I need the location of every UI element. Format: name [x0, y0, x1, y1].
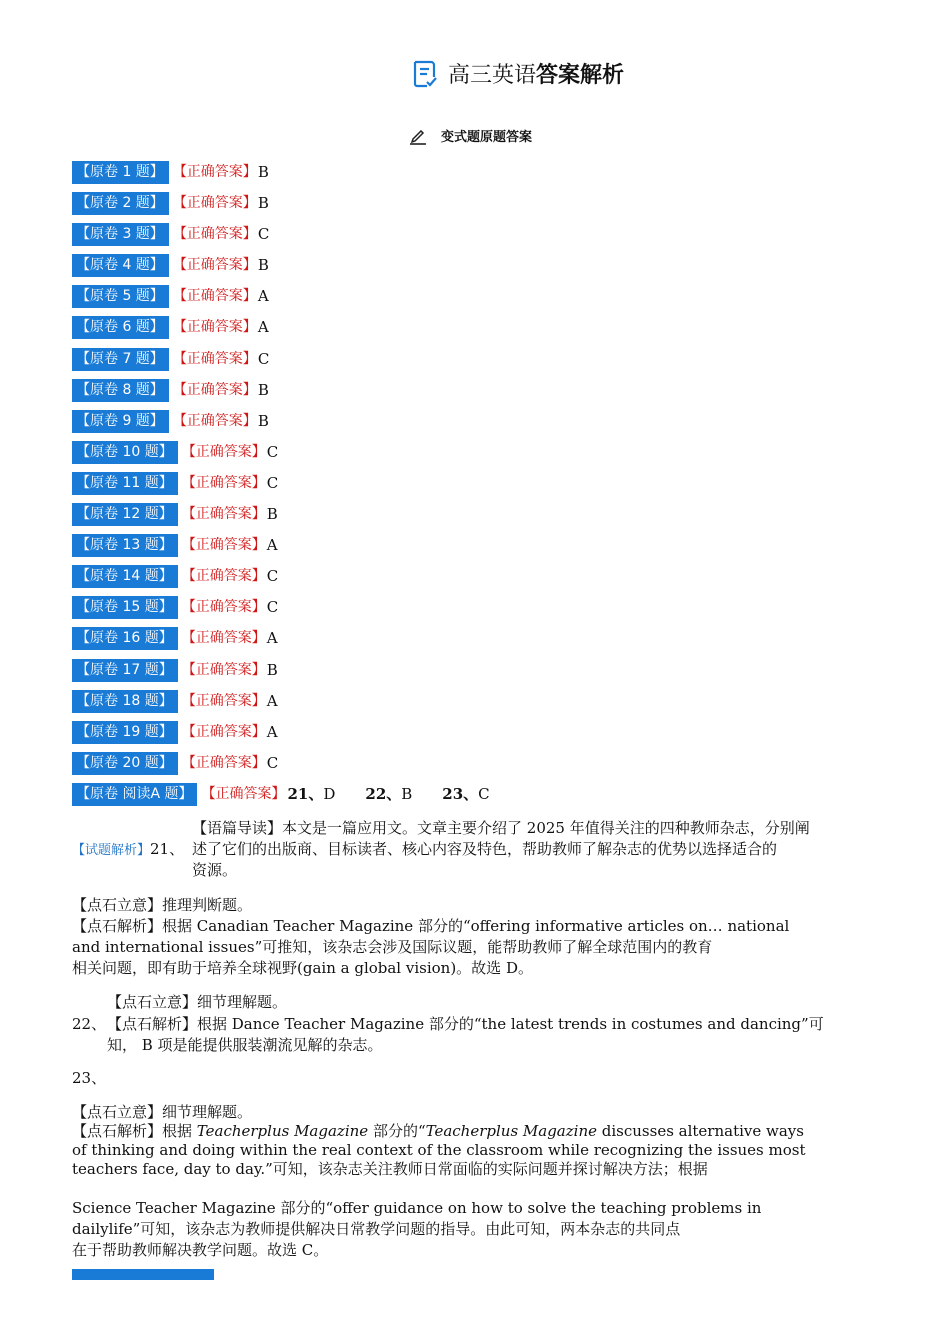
- guide-line: 述了它们的出版商、目标读者、核心内容及特色，帮助教师了解杂志的优势以选择适合的: [192, 840, 778, 858]
- question-tag: 【原卷 20 题】: [72, 752, 178, 775]
- question-tag: 【原卷 阅读A 题】: [72, 783, 197, 806]
- answer-row: [72, 161, 490, 184]
- q23-line: of thinking and doing within the real context of the classroom while recognizing the issues most: [72, 1141, 806, 1159]
- question-tag: 【原卷 1 题】: [72, 161, 169, 184]
- answer-label: 【正确答案】: [172, 226, 257, 243]
- answer-label: 【正确答案】: [181, 443, 266, 460]
- answer-value: A: [266, 691, 278, 710]
- answer-row: [72, 192, 490, 215]
- answer-label: 【正确答案】: [201, 785, 286, 802]
- answer-label: 【正确答案】: [181, 630, 266, 647]
- answer-value: C: [266, 442, 279, 461]
- answer-label: 【正确答案】: [181, 754, 266, 771]
- section-title: 变式题原题答案: [441, 130, 533, 145]
- passage-guide: [192, 818, 810, 881]
- answer-label: 【正确答案】: [172, 381, 257, 398]
- question-tag: 【原卷 10 题】: [72, 441, 178, 464]
- answer-label: 【正确答案】: [172, 195, 257, 212]
- answer-row: [72, 752, 490, 775]
- q22-line: 知， B 项是能提供服装潮流见解的杂志。: [107, 1036, 383, 1054]
- answer-row: [72, 441, 490, 464]
- answer-row: [72, 721, 490, 744]
- answer-label: 【正确答案】: [181, 568, 266, 585]
- bottom-bar: [72, 1269, 214, 1280]
- answer-value: B: [257, 256, 269, 275]
- question-tag: 【原卷 6 题】: [72, 316, 169, 339]
- answer-value: B: [257, 380, 269, 399]
- answer-row: [72, 379, 490, 402]
- answer-row: [72, 410, 490, 433]
- answer-label: 【正确答案】: [181, 723, 266, 740]
- answer-row: [72, 627, 490, 650]
- question-tag: 【原卷 7 题】: [72, 348, 169, 371]
- q22-number: 22、: [72, 1015, 107, 1033]
- answer-label: 【正确答案】: [181, 506, 266, 523]
- pen-icon: [408, 130, 428, 146]
- answer-value: C: [257, 225, 270, 244]
- answer-row: [72, 285, 490, 308]
- question-tag: 【原卷 4 题】: [72, 254, 169, 277]
- reading-answer: 21、D: [287, 784, 336, 803]
- q23-line: 【点石解析】根据 Teacherplus Magazine 部分的“Teacherplus Magazine discusses alternative ways: [72, 1122, 804, 1140]
- answer-label: 【正确答案】: [181, 537, 266, 554]
- q23-block: [72, 1103, 806, 1179]
- answer-value: B: [257, 411, 269, 430]
- answer-row: [72, 690, 490, 713]
- analysis-label: 【试题解析】: [72, 843, 151, 858]
- answer-label: 【正确答案】: [172, 350, 257, 367]
- answer-label: 【正确答案】: [181, 474, 266, 491]
- answer-row: [72, 472, 490, 495]
- q21-line: and international issues”可推知，该杂志会涉及国际议题，能帮助教师了解全球范围内的教育: [72, 938, 713, 956]
- question-tag: 【原卷 9 题】: [72, 410, 169, 433]
- answer-row: [72, 503, 490, 526]
- answer-label: 【正确答案】: [172, 257, 257, 274]
- q22-intent: 【点石立意】细节理解题。: [107, 993, 288, 1011]
- answer-value: C: [257, 349, 270, 368]
- question-tag: 【原卷 15 题】: [72, 596, 178, 619]
- answer-list: [72, 161, 490, 814]
- answer-value: B: [257, 194, 269, 213]
- answer-value: B: [266, 660, 278, 679]
- answer-value: C: [266, 567, 279, 586]
- answer-value: A: [257, 287, 269, 306]
- answer-value: C: [266, 598, 279, 617]
- q23-line: teachers face, day to day.”可知，该杂志关注教师日常面临的实际问题并探讨解决方法；根据: [72, 1160, 708, 1178]
- question-number: 21、: [150, 840, 185, 858]
- answer-value: A: [266, 536, 278, 555]
- answer-label: 【正确答案】: [172, 288, 257, 305]
- q21-line: 【点石解析】根据 Canadian Teacher Magazine 部分的“offering informative articles on… national: [72, 917, 790, 935]
- question-tag: 【原卷 2 题】: [72, 192, 169, 215]
- answer-row: [72, 565, 490, 588]
- answer-label: 【正确答案】: [181, 692, 266, 709]
- question-tag: 【原卷 19 题】: [72, 721, 178, 744]
- answer-row: [72, 348, 490, 371]
- q22-block: [107, 1014, 824, 1056]
- answer-value: C: [266, 473, 279, 492]
- q22-line: 【点石解析】根据 Dance Teacher Magazine 部分的“the latest trends in costumes and dancing”可: [107, 1015, 824, 1033]
- question-tag: 【原卷 13 题】: [72, 534, 178, 557]
- q23-line: 在于帮助教师解决教学问题。故选 C。: [72, 1241, 329, 1259]
- answer-value: C: [266, 753, 279, 772]
- q21-intent: 【点石立意】推理判断题。: [72, 896, 253, 914]
- guide-line: 资源。: [192, 861, 238, 879]
- answer-label: 【正确答案】: [172, 164, 257, 180]
- answer-row: [72, 596, 490, 619]
- question-tag: 【原卷 8 题】: [72, 379, 169, 402]
- question-tag: 【原卷 11 题】: [72, 472, 178, 495]
- answer-label: 【正确答案】: [181, 599, 266, 616]
- reading-answer: 22、B: [365, 784, 413, 803]
- guide-line: 【语篇导读】本文是一篇应用文。文章主要介绍了 2025 年值得关注的四种教师杂志，分别阐: [192, 819, 810, 837]
- question-tag: 【原卷 18 题】: [72, 690, 178, 713]
- q23-number: 23、: [72, 1069, 107, 1087]
- answer-label: 【正确答案】: [172, 412, 257, 429]
- document-icon: [412, 60, 438, 88]
- q21-line: 相关问题，即有助于培养全球视野(gain a global vision)。故选 D。: [72, 959, 533, 977]
- question-tag: 【原卷 16 题】: [72, 627, 178, 650]
- answer-row: [72, 316, 490, 339]
- answer-value: B: [266, 505, 278, 524]
- q21-block: [72, 895, 789, 979]
- question-tag: 【原卷 17 题】: [72, 659, 178, 682]
- q23-block-2: [72, 1198, 761, 1261]
- question-tag: 【原卷 3 题】: [72, 223, 169, 246]
- page-header: [0, 60, 950, 94]
- question-tag: 【原卷 5 题】: [72, 285, 169, 308]
- answer-label: 【正确答案】: [181, 661, 266, 678]
- q23-line: Science Teacher Magazine 部分的“offer guidance on how to solve the teaching problems in: [72, 1199, 762, 1217]
- reading-answer: 23、C: [442, 784, 490, 803]
- analysis-label-row: [72, 839, 184, 861]
- answer-value: B: [257, 163, 269, 181]
- answer-row-reading: [72, 783, 490, 806]
- page-title: 高三英语答案解析: [448, 63, 625, 88]
- answer-row: [72, 534, 490, 557]
- question-tag: 【原卷 12 题】: [72, 503, 178, 526]
- q23-line: dailylife”可知，该杂志为教师提供解决日常教学问题的指导。由此可知，两本杂志的共同点: [72, 1220, 681, 1238]
- answer-row: [72, 254, 490, 277]
- answer-row: [72, 223, 490, 246]
- answer-value: A: [266, 629, 278, 648]
- answer-label: 【正确答案】: [172, 319, 257, 336]
- answer-value: A: [257, 318, 269, 337]
- answer-row: [72, 659, 490, 682]
- q23-intent: 【点石立意】细节理解题。: [72, 1103, 253, 1121]
- answer-value: A: [266, 722, 278, 741]
- question-tag: 【原卷 14 题】: [72, 565, 178, 588]
